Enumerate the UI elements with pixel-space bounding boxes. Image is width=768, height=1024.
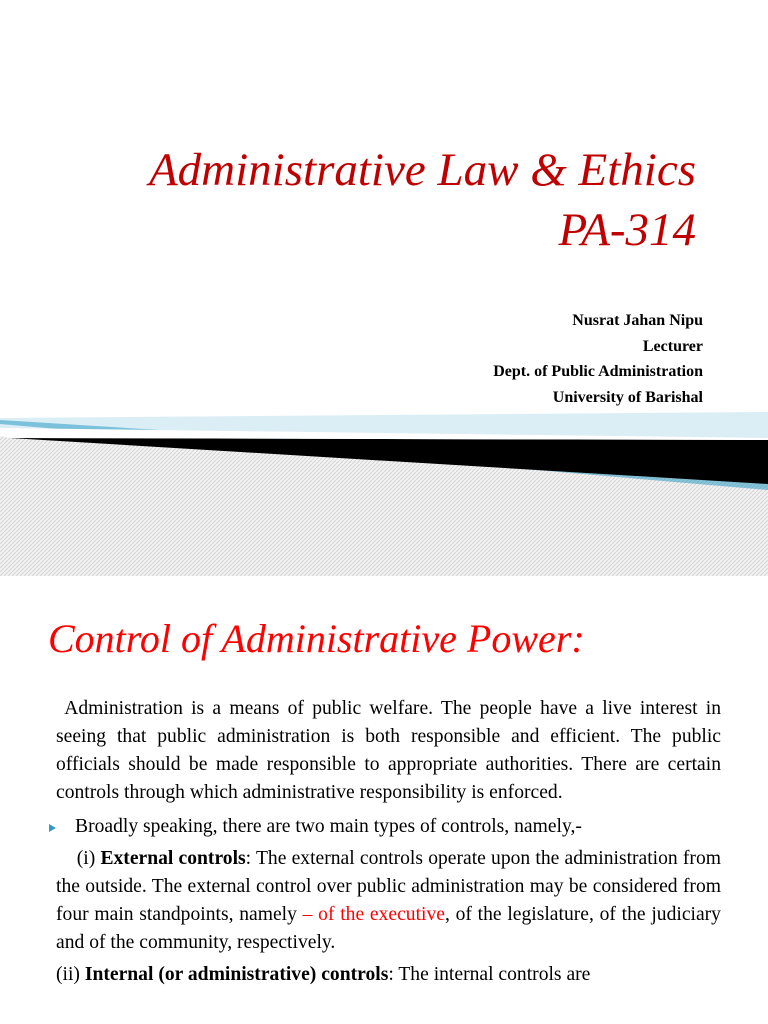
bullet-text: Broadly speaking, there are two main types of controls, namely,- bbox=[75, 816, 582, 837]
author-university: University of Barishal bbox=[552, 388, 703, 406]
bullet-item bbox=[56, 813, 721, 841]
author-title: Lecturer bbox=[642, 337, 703, 355]
item-number: (i) bbox=[76, 848, 96, 869]
title-line-1: Administrative Law & Ethics bbox=[148, 144, 696, 196]
bullet-arrow-icon bbox=[49, 824, 56, 832]
item-highlight: – of the executive bbox=[302, 904, 445, 925]
item-text: : The external controls operate upon the administration from the outside. The external control over public administration may be considered from four main standpoints, namely bbox=[56, 848, 721, 925]
item-number: (ii) bbox=[56, 964, 80, 985]
intro-paragraph: Administration is a means of public welfare. The people have a live interest in seeing that public administration is both responsible and efficient. The public officials should be made responsible to appropriate authorities. There are certain controls through which administrative responsibility is enforced. bbox=[56, 698, 721, 803]
slide-body bbox=[56, 695, 721, 989]
slide-heading: Control of Administrative Power: bbox=[48, 616, 585, 661]
title-line-2: PA-314 bbox=[558, 204, 696, 256]
internal-controls-item bbox=[56, 961, 721, 989]
content-slide bbox=[0, 576, 768, 1024]
item-term: External controls bbox=[100, 848, 246, 869]
author-name: Nusrat Jahan Nipu bbox=[572, 312, 703, 329]
item-text-end: , of the legislature, of the judiciary and of the community, respectively. bbox=[56, 904, 721, 953]
item-text: : The internal controls are bbox=[388, 964, 591, 985]
author-department: Dept. of Public Administration bbox=[493, 363, 703, 380]
external-controls-item bbox=[56, 845, 721, 957]
item-term: Internal (or administrative) controls bbox=[84, 964, 389, 985]
